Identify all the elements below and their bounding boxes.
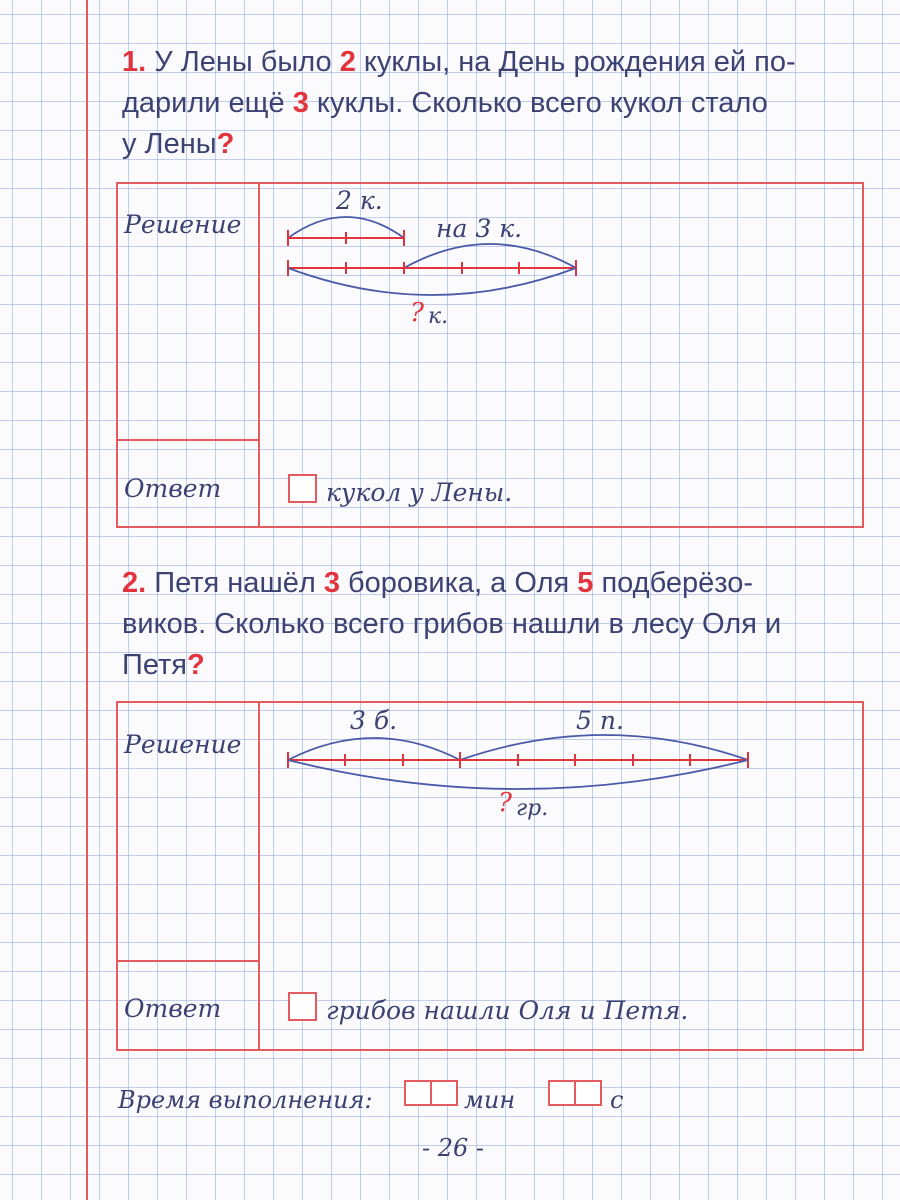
task-2-answer-label: Ответ bbox=[124, 994, 222, 1023]
task-1-answer-text: кукол у Лены. bbox=[326, 478, 513, 507]
seconds-box-1[interactable] bbox=[548, 1080, 576, 1106]
task-1-answer-label: Ответ bbox=[124, 474, 222, 503]
task-2-number-b: 5 bbox=[577, 567, 594, 599]
task-2-number-a: 3 bbox=[323, 567, 340, 599]
task-2-solution-label: Решение bbox=[124, 730, 242, 759]
task-1-number-a: 2 bbox=[339, 46, 356, 78]
page-number: - 26 - bbox=[422, 1134, 485, 1162]
task-1-text: 1. У Лены было 2 куклы, на День рождения ей по- дарили ещё 3 куклы. Сколько всего кукол стало у Лены? bbox=[122, 46, 796, 160]
task-2-number: 2. bbox=[122, 567, 147, 599]
task-2-segment-1-label: 3 б. bbox=[350, 706, 398, 735]
minutes-label: мин bbox=[464, 1086, 516, 1114]
task-1-number: 1. bbox=[122, 46, 147, 78]
task-1-arc-second bbox=[404, 244, 576, 268]
task-2-total-unit: гр. bbox=[516, 796, 549, 821]
task-2-total-question: ? bbox=[498, 788, 512, 818]
minutes-box-1[interactable] bbox=[404, 1080, 432, 1106]
task-2-arc-second bbox=[460, 735, 748, 760]
task-1-number-b: 3 bbox=[292, 87, 309, 119]
task-2-segment-diagram bbox=[288, 735, 748, 789]
seconds-box-2[interactable] bbox=[574, 1080, 602, 1106]
task-2-answer-text: грибов нашли Оля и Петя. bbox=[326, 996, 689, 1025]
task-2-text: 2. Петя нашёл 3 боровика, а Оля 5 подберёзо- виков. Сколько всего грибов нашли в лесу Оля и Петя? bbox=[122, 567, 782, 681]
task-1-segment-diagram bbox=[288, 217, 576, 295]
task-1-arc-total bbox=[288, 268, 576, 295]
task-1-segment-2-label: на 3 к. bbox=[436, 214, 523, 243]
minutes-box-2[interactable] bbox=[430, 1080, 458, 1106]
task-2-question-mark: ? bbox=[187, 649, 205, 681]
task-1-total-unit: к. bbox=[428, 304, 449, 329]
task-2-arc-first bbox=[288, 738, 460, 760]
task-1-question-mark: ? bbox=[216, 128, 235, 160]
task-1-solution-label: Решение bbox=[124, 210, 242, 239]
task-1-segment-1-label: 2 к. bbox=[336, 186, 383, 215]
task-2-segment-2-label: 5 п. bbox=[576, 706, 624, 735]
time-label: Время выполнения: bbox=[118, 1086, 373, 1114]
task-1-total-question: ? bbox=[410, 298, 424, 328]
seconds-label: с bbox=[610, 1086, 624, 1114]
